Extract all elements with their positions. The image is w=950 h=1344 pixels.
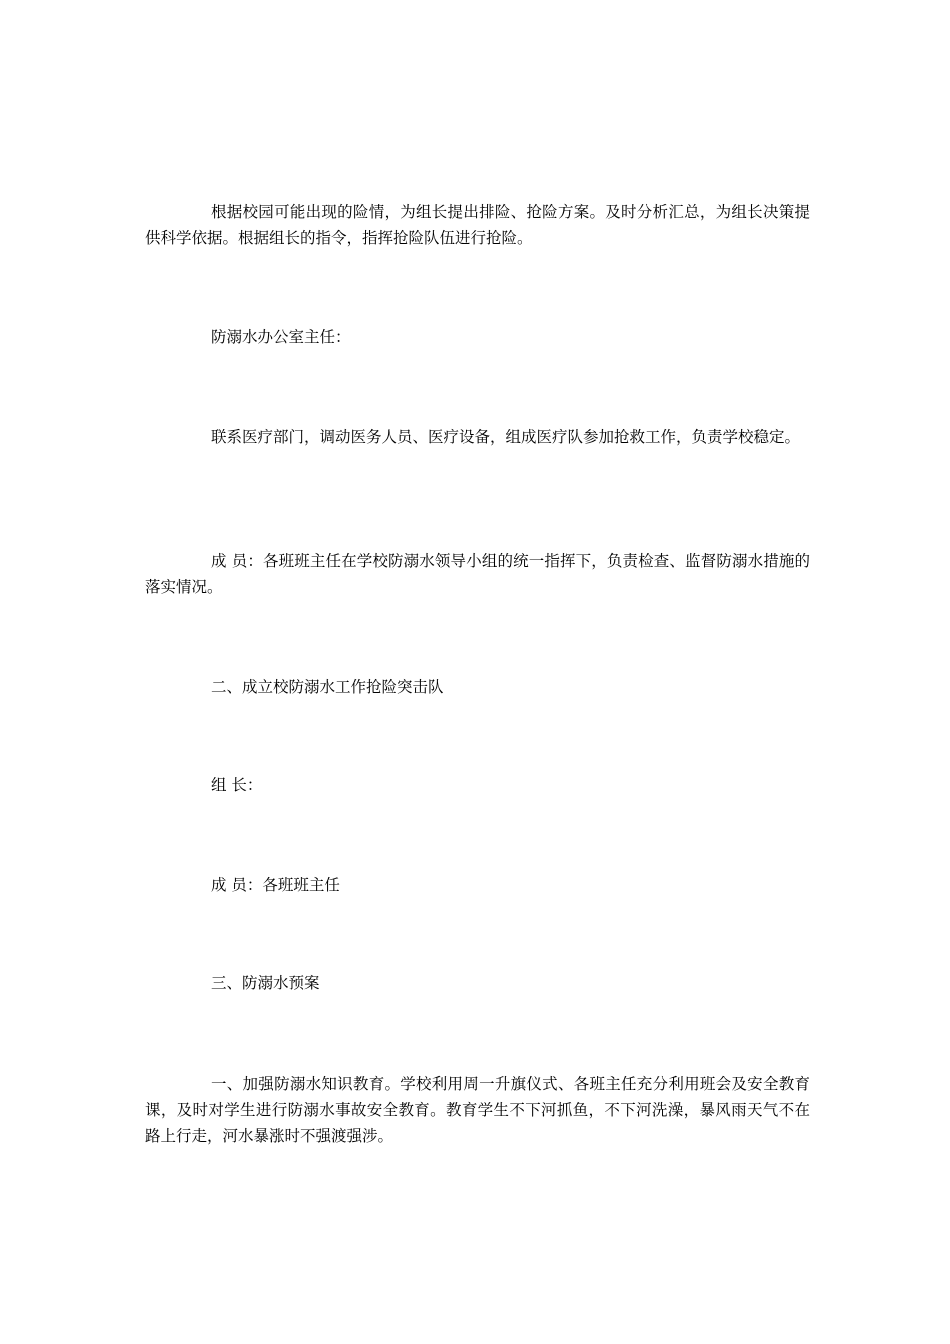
paragraph-team-members: 成 员：各班班主任 xyxy=(211,876,340,894)
paragraph-team-leader: 组 长： xyxy=(211,776,263,794)
paragraph-emergency-plan: 根据校园可能出现的险情，为组长提出排险、抢险方案。及时分析汇总，为组长决策提供科学依据。根据组长的指令，指挥抢险队伍进行抢险。 xyxy=(145,203,810,247)
paragraph-safety-education: 一、加强防溺水知识教育。学校利用周一升旗仪式、各班主任充分利用班会及安全教育课，及时对学生进行防溺水事故安全教育。教育学生不下河抓鱼，不下河洗澡，暴风雨天气不在路上行走，河水暴涨时不强渡强涉。 xyxy=(145,1075,810,1145)
section-heading-prevention-plan: 三、防溺水预案 xyxy=(211,974,320,992)
paragraph-medical-contact: 联系医疗部门，调动医务人员、医疗设备，组成医疗队参加抢救工作，负责学校稳定。 xyxy=(211,428,801,446)
section-heading-rescue-team: 二、成立校防溺水工作抢险突击队 xyxy=(211,678,444,696)
paragraph-members-duty: 成 员：各班班主任在学校防溺水领导小组的统一指挥下，负责检查、监督防溺水措施的落实情况。 xyxy=(145,552,810,596)
paragraph-office-director: 防溺水办公室主任： xyxy=(211,328,351,346)
